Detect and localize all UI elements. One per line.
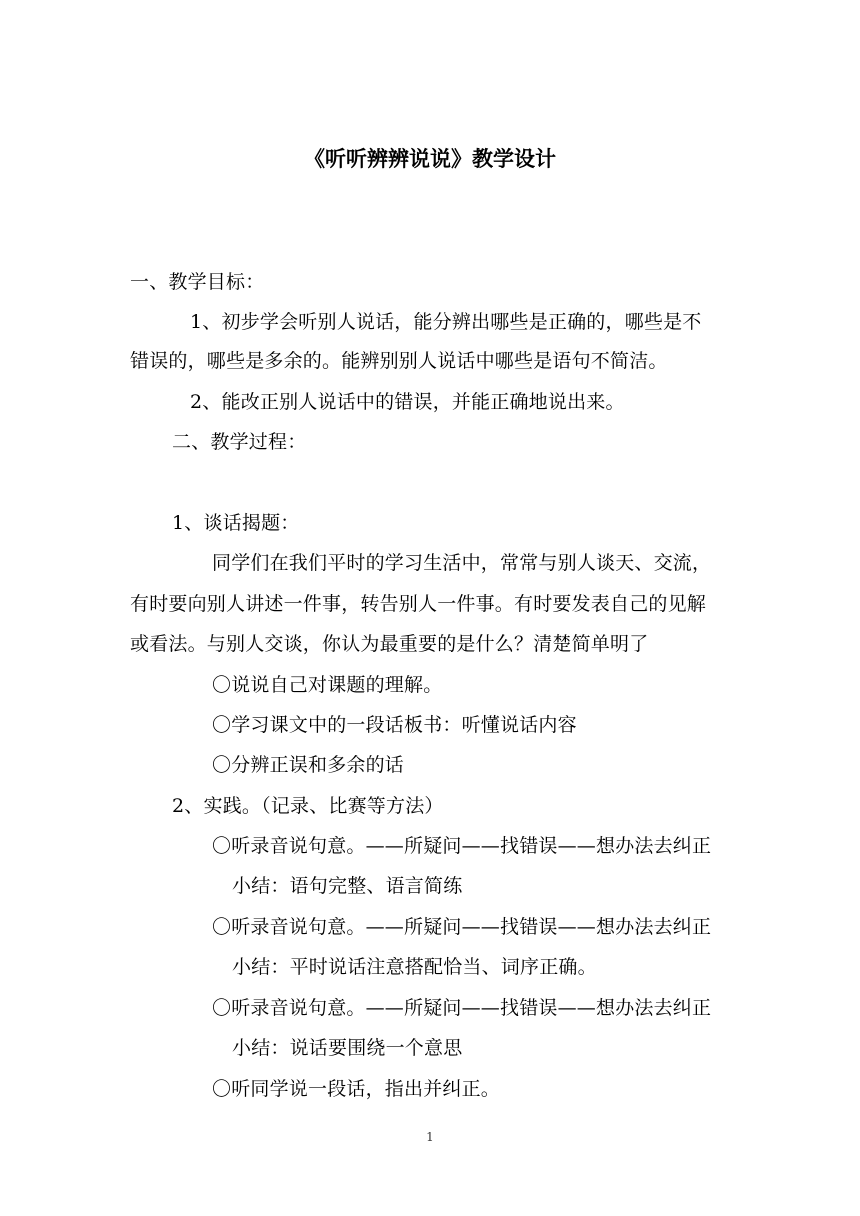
page-number: 1 <box>426 1130 434 1144</box>
section-heading-process: 二、教学过程： <box>172 431 307 453</box>
intro-line-3: 或看法。与别人交谈，你认为最重要的是什么？清楚简单明了 <box>130 633 649 655</box>
practice-item-3: 〇听录音说句意。——所疑问——找错误——想办法去纠正 <box>212 997 712 1019</box>
bullet-item-3: 〇分辨正误和多余的话 <box>212 754 405 776</box>
summary-3: 小结：说话要围绕一个意思 <box>232 1037 463 1059</box>
intro-line-2: 有时要向别人讲述一件事，转告别人一件事。有时要发表自己的见解 <box>130 593 707 615</box>
goal-1-line-2: 错误的，哪些是多余的。能辨别别人说话中哪些是语句不简洁。 <box>130 350 668 372</box>
practice-item-1: 〇听录音说句意。——所疑问——找错误——想办法去纠正 <box>212 835 712 857</box>
summary-1: 小结：语句完整、语言简练 <box>232 875 463 897</box>
step-2-heading: 2、实践。（记录、比赛等方法） <box>172 795 444 817</box>
practice-item-2: 〇听录音说句意。——所疑问——找错误——想办法去纠正 <box>212 916 712 938</box>
document-title: 《听听辨辨说说》教学设计 <box>304 146 556 171</box>
bullet-item-2: 〇学习课文中的一段话板书：听懂说话内容 <box>212 714 577 736</box>
practice-item-4: 〇听同学说一段话，指出并纠正。 <box>212 1078 501 1100</box>
summary-2: 小结：平时说话注意搭配恰当、词序正确。 <box>232 956 597 978</box>
intro-line-1: 同学们在我们平时的学习生活中，常常与别人谈天、交流， <box>212 552 712 574</box>
section-heading-goals: 一、教学目标： <box>130 271 265 293</box>
step-1-heading: 1、谈话揭题： <box>172 512 300 534</box>
goal-1-line-1: 1、初步学会听别人说话，能分辨出哪些是正确的，哪些是不 <box>190 311 702 333</box>
goal-2: 2、能改正别人说话中的错误，并能正确地说出来。 <box>190 391 625 413</box>
bullet-item-1: 〇说说自己对课题的理解。 <box>212 674 443 696</box>
